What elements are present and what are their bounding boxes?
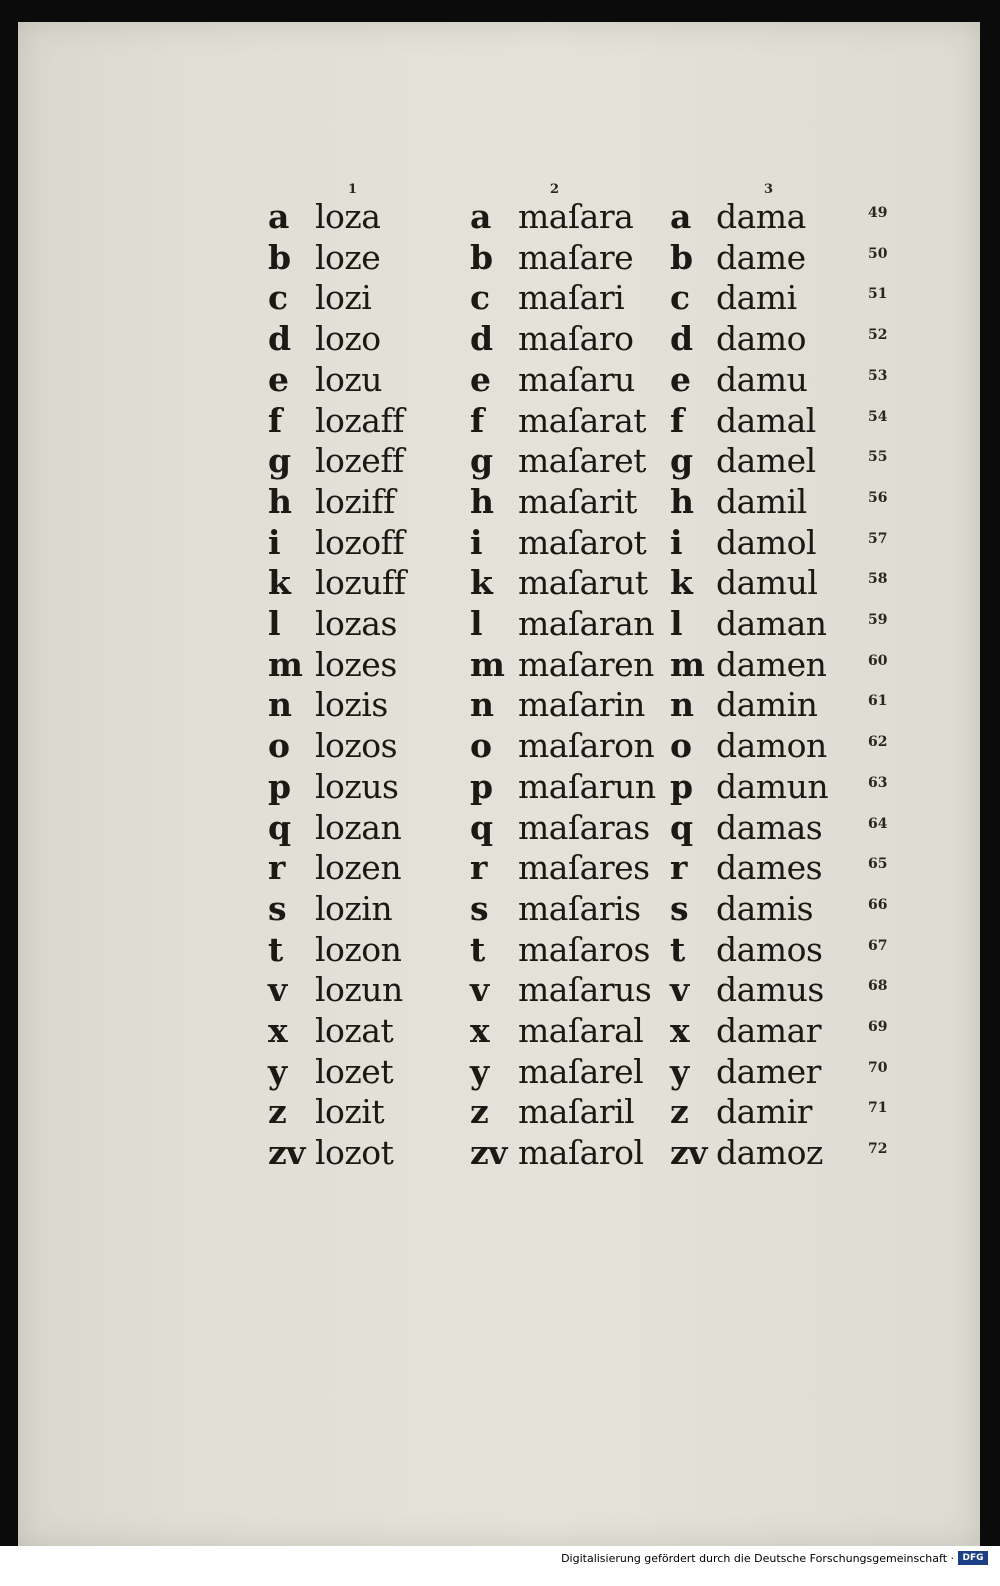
word-col1: lozuff	[315, 563, 406, 603]
word-col3: damer	[716, 1051, 821, 1091]
word-col2: maſaret	[518, 441, 646, 481]
row-number: 50	[868, 245, 888, 262]
table-row	[18, 1091, 980, 1132]
word-col1: lozet	[315, 1051, 394, 1091]
letter-col3: i	[670, 522, 683, 562]
word-col1: lozan	[315, 807, 402, 847]
word-col1: lozen	[315, 848, 402, 888]
word-col1: lozo	[315, 319, 381, 359]
word-col2: maſaras	[518, 807, 650, 847]
letter-col1: c	[268, 278, 288, 318]
dfg-logo: DFG	[958, 1551, 988, 1565]
word-col2: maſarel	[518, 1051, 644, 1091]
column-header-3: 3	[764, 182, 774, 197]
word-col1: lozi	[315, 278, 372, 318]
table-row	[18, 440, 980, 481]
word-col2: maſarut	[518, 563, 648, 603]
row-number: 71	[868, 1100, 888, 1117]
table-row	[18, 684, 980, 725]
row-number: 64	[868, 815, 888, 832]
table-row	[18, 1132, 980, 1173]
letter-col2: s	[470, 888, 489, 928]
word-col3: dame	[716, 237, 806, 277]
letter-col1: k	[268, 563, 291, 603]
table-row	[18, 1010, 980, 1051]
word-col3: damar	[716, 1011, 822, 1050]
letter-col3: z	[670, 1092, 689, 1132]
letter-col2: d	[470, 319, 493, 359]
table-row	[18, 847, 980, 888]
word-col1: lozoff	[315, 522, 405, 562]
letter-col2: z	[470, 1092, 489, 1132]
word-col2: maſaren	[518, 644, 654, 684]
letter-col1: s	[268, 888, 287, 928]
word-col2: maſarot	[518, 522, 647, 562]
word-col2: maſaru	[518, 359, 635, 399]
letter-col3: o	[670, 726, 692, 766]
letter-col3: zv	[670, 1133, 707, 1173]
word-col2: maſarin	[518, 685, 645, 725]
word-col3: damen	[716, 644, 827, 684]
letter-col3: l	[670, 604, 683, 643]
word-col2: maſaron	[518, 726, 655, 766]
word-col3: damus	[716, 970, 824, 1010]
letter-col2: b	[470, 237, 493, 277]
letter-col1: p	[268, 766, 291, 806]
letter-col1: f	[268, 400, 282, 440]
word-col3: dama	[716, 197, 806, 236]
table-row	[18, 562, 980, 603]
letter-col2: n	[470, 685, 494, 725]
letter-col1: o	[268, 726, 290, 766]
letter-col3: y	[670, 1051, 689, 1091]
letter-col2: a	[470, 197, 491, 236]
letter-col2: r	[470, 848, 487, 888]
word-col3: damel	[716, 441, 816, 481]
letter-col3: r	[670, 848, 687, 888]
word-col1: lozeff	[315, 441, 404, 481]
row-number: 52	[868, 327, 888, 344]
row-number: 54	[868, 408, 888, 425]
row-number: 62	[868, 734, 888, 751]
letter-col3: x	[670, 1011, 690, 1050]
letter-col3: t	[670, 929, 685, 969]
letter-col3: e	[670, 359, 691, 399]
letter-col3: v	[670, 970, 689, 1010]
row-number: 63	[868, 774, 888, 791]
word-col1: lozaff	[315, 400, 404, 440]
letter-col2: k	[470, 563, 493, 603]
letter-col3: d	[670, 319, 693, 359]
word-col3: damos	[716, 929, 823, 969]
letter-col1: x	[268, 1011, 288, 1050]
row-number: 57	[868, 530, 888, 547]
letter-col3: n	[670, 685, 694, 725]
letter-col2: q	[470, 807, 493, 847]
letter-col1: z	[268, 1092, 287, 1132]
table-row	[18, 522, 980, 563]
word-col3: dames	[716, 848, 823, 888]
word-col3: damis	[716, 888, 814, 928]
row-number: 60	[868, 652, 888, 669]
word-col1: loziff	[315, 481, 395, 521]
word-col1: loze	[315, 237, 381, 277]
letter-col1: e	[268, 359, 289, 399]
row-number: 58	[868, 571, 888, 588]
row-number: 67	[868, 937, 888, 954]
table-row	[18, 1051, 980, 1092]
letter-col3: s	[670, 888, 689, 928]
word-col3: damo	[716, 319, 806, 359]
letter-col3: h	[670, 481, 694, 521]
row-number: 56	[868, 489, 888, 506]
letter-col3: g	[670, 441, 693, 481]
letter-col2: y	[470, 1051, 489, 1091]
letter-col2: p	[470, 766, 493, 806]
word-col1: lozit	[315, 1092, 385, 1132]
word-col1: loza	[315, 197, 381, 236]
letter-col1: m	[268, 644, 303, 684]
word-col2: maſarat	[518, 400, 647, 440]
letter-col1: g	[268, 441, 291, 481]
word-col3: daman	[716, 604, 827, 643]
letter-col1: h	[268, 481, 292, 521]
letter-col3: p	[670, 766, 693, 806]
word-col2: maſarit	[518, 481, 637, 521]
letter-col1: n	[268, 685, 292, 725]
row-number: 65	[868, 856, 888, 873]
letter-col3: f	[670, 400, 684, 440]
word-col2: maſare	[518, 237, 634, 277]
word-col3: damu	[716, 359, 808, 399]
letter-col3: c	[670, 278, 690, 318]
word-col2: maſaral	[518, 1011, 644, 1050]
table-row	[18, 807, 980, 848]
word-col2: maſara	[518, 197, 634, 236]
word-col3: damul	[716, 563, 818, 603]
letter-col2: i	[470, 522, 483, 562]
column-header-1: 1	[348, 182, 358, 197]
table-row	[18, 318, 980, 359]
letter-col2: v	[470, 970, 489, 1010]
letter-col1: i	[268, 522, 281, 562]
table-row	[18, 196, 980, 237]
letter-col1: r	[268, 848, 285, 888]
letter-col2: o	[470, 726, 492, 766]
table-row	[18, 888, 980, 929]
word-col1: lozu	[315, 359, 383, 399]
word-col1: lozat	[315, 1011, 394, 1050]
letter-col3: k	[670, 563, 693, 603]
word-col1: lozes	[315, 644, 397, 684]
letter-col1: v	[268, 970, 287, 1010]
letter-col2: m	[470, 644, 505, 684]
word-col2: maſarun	[518, 766, 656, 806]
word-col3: damol	[716, 522, 817, 562]
word-col2: maſaro	[518, 319, 634, 359]
word-col1: lozus	[315, 766, 399, 806]
word-col2: maſaran	[518, 604, 655, 643]
letter-col2: zv	[470, 1133, 507, 1173]
footer-credit: Digitalisierung gefördert durch die Deutsche Forschungsgemeinschaft ·	[561, 1552, 954, 1565]
word-col3: damal	[716, 400, 816, 440]
word-col2: maſaril	[518, 1092, 635, 1132]
column-header-2: 2	[550, 182, 560, 197]
row-number: 70	[868, 1059, 888, 1076]
word-col2: maſarol	[518, 1133, 644, 1173]
letter-col2: f	[470, 400, 484, 440]
row-number: 66	[868, 896, 888, 913]
word-col1: lozun	[315, 970, 403, 1010]
letter-col3: b	[670, 237, 693, 277]
book-page	[18, 22, 980, 1546]
letter-col3: a	[670, 197, 691, 236]
word-col3: damoz	[716, 1133, 823, 1173]
word-col1: lozon	[315, 929, 402, 969]
table-row	[18, 359, 980, 400]
letter-col1: a	[268, 197, 289, 236]
word-col3: damas	[716, 807, 823, 847]
letter-col3: q	[670, 807, 693, 847]
table-row	[18, 277, 980, 318]
table-row	[18, 237, 980, 278]
word-col1: lozin	[315, 888, 393, 928]
table-row	[18, 929, 980, 970]
letter-col2: l	[470, 604, 483, 643]
word-col1: lozis	[315, 685, 388, 725]
row-number: 49	[868, 205, 888, 221]
row-number: 51	[868, 286, 888, 303]
word-col2: maſaris	[518, 888, 641, 928]
word-col3: damon	[716, 726, 827, 766]
word-col3: damin	[716, 685, 818, 725]
row-number: 53	[868, 367, 888, 384]
table-row	[18, 603, 980, 644]
word-col3: damun	[716, 766, 829, 806]
letter-col1: d	[268, 319, 291, 359]
row-number: 61	[868, 693, 888, 710]
letter-col2: x	[470, 1011, 490, 1050]
row-number: 59	[868, 612, 888, 628]
letter-col2: t	[470, 929, 485, 969]
row-number: 72	[868, 1141, 888, 1158]
row-number: 69	[868, 1019, 888, 1035]
table-row	[18, 969, 980, 1010]
letter-col3: m	[670, 644, 705, 684]
row-number: 55	[868, 449, 888, 466]
word-col2: maſari	[518, 278, 625, 318]
word-col3: dami	[716, 278, 797, 318]
word-col3: damil	[716, 481, 807, 521]
table-row	[18, 400, 980, 441]
word-col2: maſarus	[518, 970, 652, 1010]
word-col2: maſaros	[518, 929, 650, 969]
letter-col2: e	[470, 359, 491, 399]
word-col1: lozas	[315, 604, 397, 643]
letter-col1: b	[268, 237, 291, 277]
letter-col2: c	[470, 278, 490, 318]
table-row	[18, 481, 980, 522]
letter-col1: t	[268, 929, 283, 969]
letter-col2: g	[470, 441, 493, 481]
row-number: 68	[868, 978, 888, 995]
letter-col1: y	[268, 1051, 287, 1091]
table-row	[18, 725, 980, 766]
letter-col2: h	[470, 481, 494, 521]
word-col3: damir	[716, 1092, 812, 1132]
word-col2: maſares	[518, 848, 650, 888]
letter-col1: zv	[268, 1133, 305, 1173]
letter-col1: q	[268, 807, 291, 847]
word-col1: lozos	[315, 726, 398, 766]
word-col1: lozot	[315, 1133, 394, 1173]
table-row	[18, 644, 980, 685]
table-row	[18, 766, 980, 807]
letter-col1: l	[268, 604, 281, 643]
